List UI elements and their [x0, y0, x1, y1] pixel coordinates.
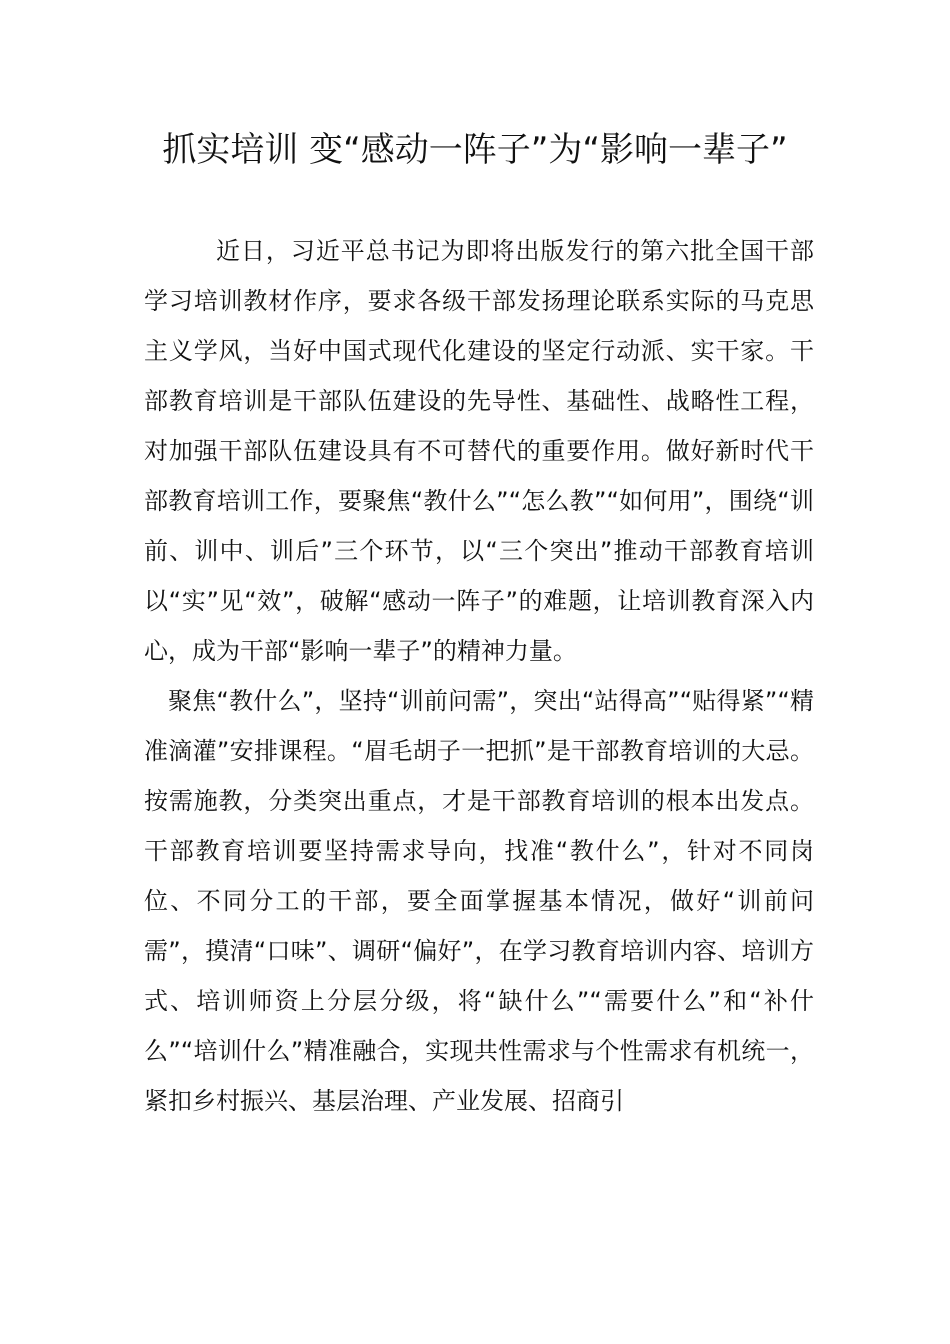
document-body	[144, 226, 814, 1126]
paragraph-focus-what-to-teach: 聚焦“教什么”，坚持“训前问需”，突出“站得高”“贴得紧”“精准滴灌”安排课程。“眉毛胡子一把抓”是干部教育培训的大忌。按需施教，分类突出重点，才是干部教育培训的根本出发点。干部教育培训要坚持需求导向，找准“教什么”，针对不同岗位、不同分工的干部，要全面掌握基本情况，做好“训前问需”，摸清“口味”、调研“偏好”，在学习教育培训内容、培训方式、培训师资上分层分级，将“缺什么”“需要什么”和“补什么”“培训什么”精准融合，实现共性需求与个性需求有机统一，紧扣乡村振兴、基层治理、产业发展、招商引	[144, 687, 814, 1115]
document-title: 抓实培训 变“感动一阵子”为“影响一辈子”	[162, 130, 788, 170]
paragraph-intro: 近日，习近平总书记为即将出版发行的第六批全国干部学习培训教材作序，要求各级干部发扬理论联系实际的马克思主义学风，当好中国式现代化建设的坚定行动派、实干家。干部教育培训是干部队伍建设的先导性、基础性、战略性工程，对加强干部队伍建设具有不可替代的重要作用。做好新时代干部教育培训工作，要聚焦“教什么”“怎么教”“如何用”，围绕“训前、训中、训后”三个环节，以“三个突出”推动干部教育培训以“实”见“效”，破解“感动一阵子”的难题，让培训教育深入内心，成为干部“影响一辈子”的精神力量。	[144, 237, 814, 665]
